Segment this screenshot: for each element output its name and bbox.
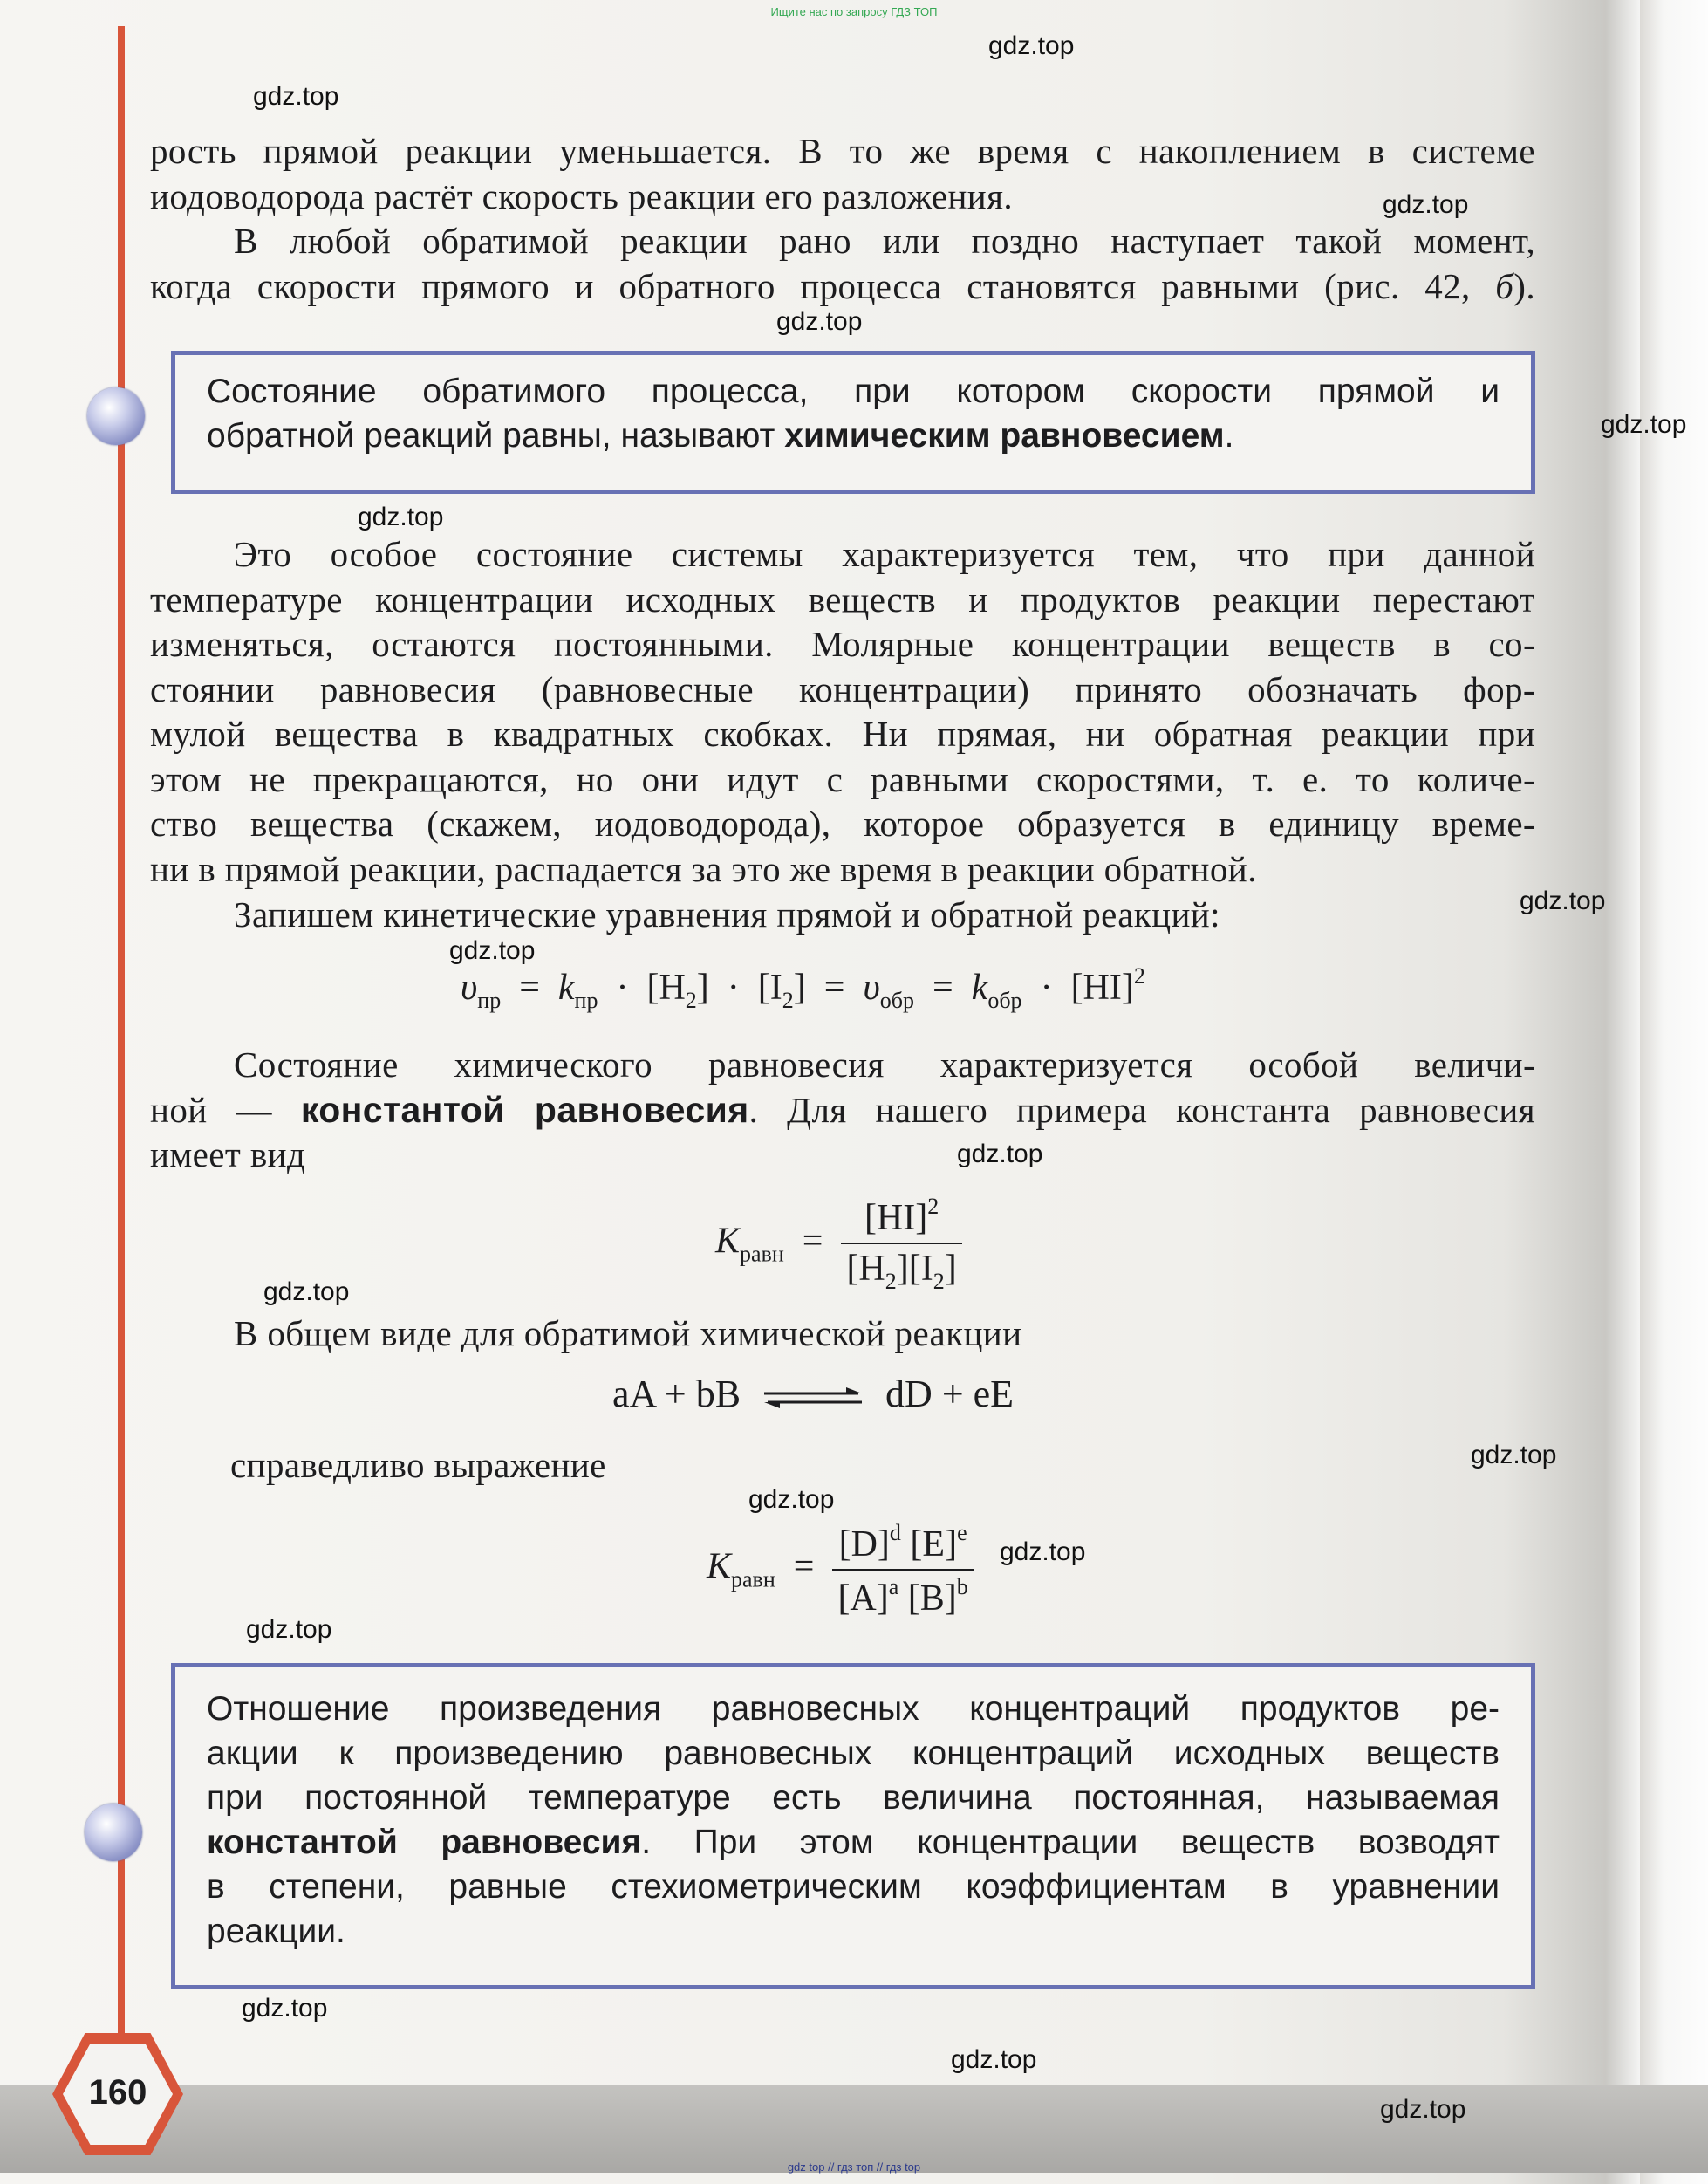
subscript: равн <box>740 1241 784 1267</box>
fraction <box>832 1520 973 1619</box>
numerator <box>841 1194 961 1244</box>
text-line <box>150 1088 1535 1133</box>
watermark: gdz.top <box>1520 887 1606 915</box>
equilibrium-constant-general <box>707 1520 974 1619</box>
fraction <box>841 1194 961 1295</box>
text-line: справедливо выражение <box>230 1445 606 1485</box>
equals-sign: = <box>932 968 953 1008</box>
definition-line <box>207 414 1500 458</box>
watermark: gdz.top <box>1380 2095 1466 2124</box>
watermark: gdz.top <box>988 31 1075 60</box>
rate-constant-symbol: k <box>971 968 988 1008</box>
bracket: ] <box>793 968 806 1008</box>
watermark: gdz.top <box>776 307 863 336</box>
text-span: когда скорости прямого и обратного процесса становятся равными (рис. 42, <box>150 265 1496 306</box>
superscript: d <box>889 1520 901 1545</box>
K-symbol: K <box>707 1546 732 1587</box>
text-span: обратной реакций равны, называют <box>207 417 785 455</box>
subscript: пр <box>477 988 502 1013</box>
paragraph-7 <box>150 1443 1535 1489</box>
term-bold: константой равновесия <box>300 1089 749 1130</box>
text-line: изменяться, остаются постоянными. Молярные концентрации веществ в со- <box>150 624 1535 664</box>
text-line: Запишем кинетические уравнения прямой и обратной реакций: <box>234 894 1220 935</box>
concentration: ][I <box>896 1249 933 1289</box>
text-line: рость прямой реакции уменьшается. В то же время с накоплением в системе <box>150 131 1535 171</box>
velocity-symbol: υ <box>863 968 880 1008</box>
watermark: gdz.top <box>957 1140 1043 1168</box>
definition-line: реакции. <box>207 1913 345 1950</box>
watermark: gdz.top <box>449 936 536 965</box>
equals-sign: = <box>519 968 540 1008</box>
text-line: В общем виде для обратимой химической реакции <box>234 1313 1022 1353</box>
subscript: равн <box>731 1566 775 1592</box>
text-line: этом не прекращаются, но они идут с равными скоростями, т. е. то количе- <box>150 758 1535 799</box>
paragraph-4 <box>150 893 1535 938</box>
paragraph-1 <box>150 129 1535 219</box>
paragraph-2 <box>150 219 1535 309</box>
subscript: пр <box>574 988 598 1013</box>
text-line: ни в прямой реакции, распадается за это же время в реакции обратной. <box>150 848 1257 889</box>
watermark: gdz.top <box>358 503 444 531</box>
watermark: gdz.top <box>242 1994 328 2023</box>
definition-line: акции к произведению равновесных концентраций исходных веществ <box>207 1735 1500 1772</box>
text-span: . Для нашего примера константа равновесия <box>748 1089 1535 1130</box>
text-line: Это особое состояние системы характеризуется тем, что при данной <box>234 534 1535 574</box>
watermark: gdz.top <box>1383 190 1469 219</box>
K-symbol: K <box>715 1221 741 1262</box>
velocity-symbol: υ <box>461 968 478 1008</box>
text-line: Состояние химического равновесия характеризуется особой величи- <box>234 1044 1535 1085</box>
concentration: [I <box>757 968 782 1008</box>
equilibrium-constant-hi <box>715 1194 962 1295</box>
concentration: [B] <box>898 1578 957 1619</box>
denominator <box>841 1244 961 1295</box>
superscript: 2 <box>927 1194 939 1219</box>
definition-box-constant <box>171 1663 1535 1989</box>
bracket: ] <box>696 968 709 1008</box>
subscript: 2 <box>933 1269 945 1294</box>
superscript: b <box>956 1574 968 1599</box>
concentration: [H <box>846 1249 885 1289</box>
dot-operator: · <box>616 968 629 1008</box>
superscript: e <box>957 1520 967 1545</box>
watermark: gdz.top <box>253 82 339 111</box>
rate-constant-symbol: k <box>557 968 575 1008</box>
equals-sign: = <box>823 968 845 1008</box>
watermark: gdz.top <box>1471 1441 1557 1469</box>
definition-line: Отношение произведения равновесных концентраций продуктов ре- <box>207 1690 1500 1728</box>
kinetic-equation <box>461 963 1145 1014</box>
bullet-icon <box>87 387 145 445</box>
definition-box-equilibrium <box>171 351 1535 494</box>
footer-note: gdz top // гдз топ // гдз top <box>787 2160 921 2174</box>
definition-line: при постоянной температуре есть величина постоянная, называемая <box>207 1779 1500 1817</box>
definition-line: Состояние обратимого процесса, при котором скорости прямой и <box>207 373 1500 410</box>
text-line: имеет вид <box>150 1134 306 1174</box>
figure-ref: б <box>1495 265 1514 306</box>
superscript: a <box>888 1574 899 1599</box>
equals-sign: = <box>793 1546 815 1587</box>
definition-line <box>207 1820 1500 1865</box>
products: dD + eE <box>885 1373 1015 1415</box>
text-span: . При этом концентрации веществ возводят <box>641 1824 1500 1861</box>
subscript: обр <box>987 988 1022 1013</box>
subscript: 2 <box>782 988 794 1013</box>
watermark: gdz.top <box>951 2045 1037 2074</box>
concentration: [HI] <box>864 1198 928 1238</box>
page-number: 160 <box>88 2073 147 2112</box>
equilibrium-arrows-icon <box>761 1385 865 1411</box>
bullet-icon <box>85 1804 142 1861</box>
numerator <box>832 1520 973 1571</box>
text-span: . <box>1224 417 1234 455</box>
watermark: gdz.top <box>1000 1537 1086 1566</box>
denominator <box>832 1571 973 1619</box>
text-span: ). <box>1513 265 1535 306</box>
subscript: 2 <box>685 988 697 1013</box>
paragraph-3 <box>150 532 1535 892</box>
concentration: [A] <box>837 1578 889 1619</box>
dot-operator: · <box>727 968 740 1008</box>
margin-line <box>118 26 125 2059</box>
bracket: ] <box>944 1249 957 1289</box>
equals-sign: = <box>802 1221 823 1262</box>
header-note: Ищите нас по запросу ГДЗ ТОП <box>770 5 938 18</box>
page-edge <box>1640 0 1708 2184</box>
paragraph-6 <box>150 1311 1535 1357</box>
text-line: температуре концентрации исходных веществ и продуктов реакции перестают <box>150 579 1535 620</box>
concentration: [HI] <box>1070 968 1134 1008</box>
text-line <box>150 264 1535 310</box>
subscript: обр <box>879 988 914 1013</box>
reactants: aA + bB <box>612 1373 741 1415</box>
paragraph-5 <box>150 1043 1535 1178</box>
concentration: [H <box>646 968 686 1008</box>
watermark: gdz.top <box>246 1615 332 1644</box>
term-bold: химическим равновесием <box>784 417 1225 455</box>
watermark: gdz.top <box>263 1277 350 1306</box>
text-line: ство вещества (скажем, иодоводорода), которое образуется в единицу време- <box>150 804 1535 844</box>
dot-operator: · <box>1040 968 1053 1008</box>
text-line: иодоводорода растёт скорость реакции его разложения. <box>150 175 1014 216</box>
reaction-equation <box>612 1372 1014 1416</box>
text-line: В любой обратимой реакции рано или поздно наступает такой момент, <box>234 221 1535 261</box>
definition-line: в степени, равные стехиометрическим коэффициентам в уравнении <box>207 1868 1500 1906</box>
concentration: [E] <box>900 1524 958 1564</box>
text-line: мулой вещества в квадратных скобках. Ни прямая, ни обратная реакции при <box>150 714 1535 754</box>
text-span: ной — <box>150 1089 301 1130</box>
superscript: 2 <box>1133 963 1145 989</box>
text-line: стоянии равновесия (равновесные концентрации) принято обозначать фор- <box>150 668 1535 709</box>
watermark: gdz.top <box>748 1485 835 1514</box>
watermark: gdz.top <box>1601 410 1687 439</box>
subscript: 2 <box>885 1269 897 1294</box>
term-bold: константой равновесия <box>207 1824 642 1861</box>
concentration: [D] <box>838 1524 890 1564</box>
